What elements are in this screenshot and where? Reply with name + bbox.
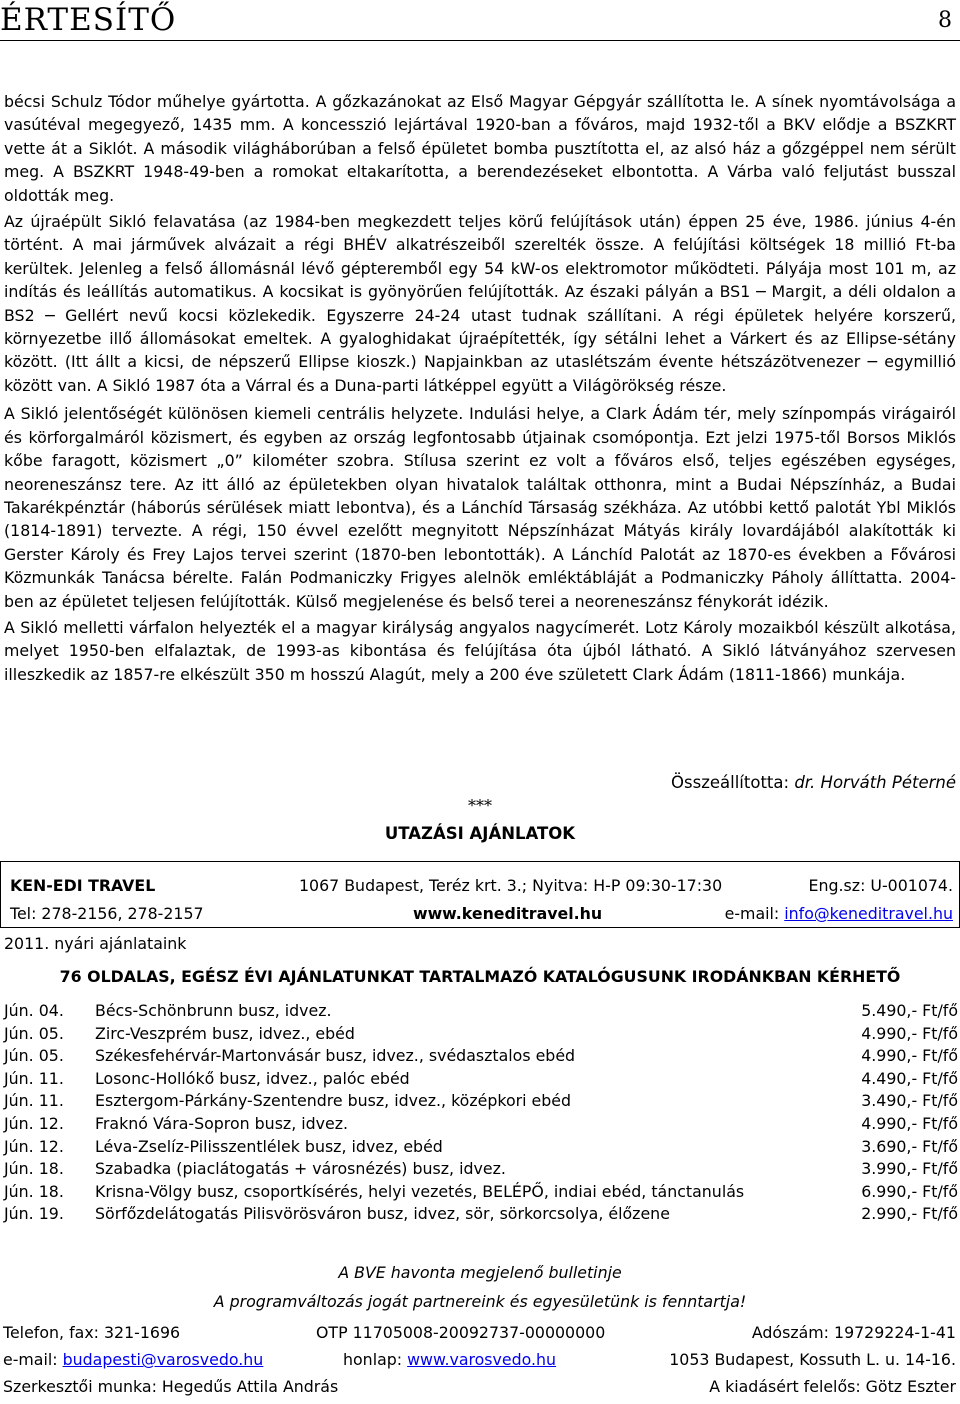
page-header: [0, 0, 960, 41]
trip-price: 3.490,- Ft/fő: [861, 1091, 958, 1111]
page-number: 8: [938, 8, 952, 33]
trip-date: Jún. 11.: [4, 1091, 64, 1111]
trip-row: [4, 1090, 958, 1113]
article-signature: [671, 771, 956, 795]
trip-row: [4, 1158, 958, 1181]
catalog-note: 76 OLDALAS, EGÉSZ ÉVI AJÁNLATUNKAT TARTALMAZÓ KATALÓGUSUNK IRODÁNKBAN KÉRHETŐ: [59, 967, 901, 986]
footer-website: [343, 1348, 556, 1372]
footer-address: 1053 Budapest, Kossuth L. u. 14-16.: [669, 1350, 956, 1369]
trip-row: [4, 1203, 958, 1226]
trip-price: 4.990,- Ft/fő: [861, 1023, 958, 1043]
footer-tax-number: Adószám: 19729224-1-41: [751, 1323, 956, 1342]
trip-row: [4, 1068, 958, 1091]
footer-email-label: e-mail:: [3, 1350, 63, 1369]
trip-price: 2.990,- Ft/fő: [861, 1204, 958, 1224]
agency-email-label: e-mail:: [724, 904, 785, 923]
trip-description: Zirc-Veszprém busz, idvez., ebéd: [95, 1023, 355, 1043]
newsletter-title: ÉRTESÍTŐ: [0, 2, 177, 38]
trip-date: Jún. 11.: [4, 1068, 64, 1088]
trip-description: Fraknó Vára-Sopron busz, idvez.: [95, 1113, 349, 1133]
footer-bank-account: OTP 11705008-20092737-00000000: [316, 1323, 606, 1342]
footer-website-link[interactable]: www.varosvedo.hu: [407, 1350, 557, 1369]
offers-intro: 2011. nyári ajánlataink: [4, 934, 187, 953]
article-paragraph: Az újraépült Sikló felavatása (az 1984-ben megkezdett teljes körű felújítások után) éppen 25 éve, 1986. június 4-én történt. A mai járművek alvázait a régi BHÉV alkatrészeiből szerelték össze. A felújítási költségek 18 millió Ft-ba kerültek. Jelenleg a felső állomásnál lévő gépteremből egy 54 kW-os elektromotor működteti. Pályája most 101 m, az indítás és leállítás automatikus. A kocsikat is gyönyörűen felújították. Az északi pályán a BS1 ─ Margit, a déli oldalon a BS2 ─ Gellért nevű kocsi közlekedik. Egyszerre 24-24 utast tudnak szállítani. A régi épületek helyére korszerű, környezetbe illő állomásokat emeltek. A gyaloghidakat újraépítették, így sétálni lehet a Várkert és az Ellipse-sétány között. (Itt állt a kicsi, de népszerű Ellipse kioszk.) Napjainkban az utaslétszám évente hétszázötvenezer ─ egymillió között van. A Sikló 1987 óta a Várral és a Duna-parti látképpel együtt a Világörökség része.: [4, 212, 956, 395]
agency-name: KEN-EDI TRAVEL: [10, 876, 156, 895]
article-paragraph: bécsi Schulz Tódor műhelye gyártotta. A gőzkazánokat az Első Magyar Gépgyár szállította le. A sínek nyomtávolsága a vasútéval megegyező, 1435 mm. A koncesszió lejártával 1920-ban a főváros, majd 1932-től a BKV elődje a BSZKRT vette át a Siklót. A második világháborúban a felső épületet bomba pusztította el, az alsó ház a gőzgéppel nem sérült meg. A BSZKRT 1948-49-ben a romokat eltakarította, a berendezéseket elbontotta. A Várba való feljutást busszal oldották meg.: [4, 92, 956, 205]
agency-website: www.keneditravel.hu: [413, 904, 603, 923]
footer-phone: Telefon, fax: 321-1696: [3, 1323, 181, 1342]
agency-address: 1067 Budapest, Teréz krt. 3.; Nyitva: H-P 09:30-17:30: [299, 876, 723, 895]
trip-date: Jún. 04.: [4, 1001, 64, 1020]
trip-description: Bécs-Schönbrunn busz, idvez.: [95, 1001, 332, 1020]
trip-description: Léva-Zselíz-Pilisszentlélek busz, idvez, ebéd: [95, 1136, 443, 1156]
rights-note: A programváltozás jogát partnereink és egyesületünk is fenntartja!: [213, 1292, 747, 1311]
trip-date: Jún. 18.: [4, 1181, 64, 1201]
trip-description: Krisna-Völgy busz, csoportkísérés, helyi vezetés, BELÉPŐ, indiai ebéd, tánctanulás: [95, 1181, 745, 1201]
article-body: [4, 90, 956, 686]
footer-publisher: A kiadásért felelős: Götz Eszter: [709, 1377, 956, 1396]
trip-date: Jún. 05.: [4, 1046, 64, 1066]
trip-price: 4.990,- Ft/fő: [861, 1046, 958, 1066]
trip-price: 3.990,- Ft/fő: [861, 1159, 958, 1179]
trip-description: Esztergom-Párkány-Szentendre busz, idvez., középkori ebéd: [95, 1091, 572, 1111]
section-separator: ***: [468, 796, 492, 815]
trip-price: 3.690,- Ft/fő: [861, 1136, 958, 1156]
footer-website-label: honlap:: [343, 1350, 408, 1369]
trip-description: Losonc-Hollókő busz, idvez., palóc ebéd: [95, 1068, 410, 1088]
article-paragraph: A Sikló jelentőségét különösen kiemeli centrális helyzete. Indulási helye, a Clark Ádám tér, mely színpompás virágairól és körforgalmáról közismert, és egyben az ország legfontosabb útjainak csomópontja. Ezt jelzi 1975-től Borsos Miklós kőbe faragott, közismert „0” kilométer szobra. Stílusa szerint ez volt a főváros első, teljes egészében egységes, neoreneszánsz tere. Az itt álló az épületekben olyan hivatalok találtak otthonra, mint a Budai Népszínház, a Budai Takarékpénztár (háborús sérülések miatt lebontva), és a Lánchíd Társaság székháza. Az utóbbi kettő palotát Ybl Miklós (1814-1891) tervezte. A régi, 150 évvel ezelőtt megnyitott Népszínházat Mátyás király lovardájából alakították ki Gerster Károly és Frey Lajos tervei szerint (1870-ben lebontották). A Lánchíd Palotát az 1870-es években a Fővárosi Közmunkák Tanácsa bérelte. Falán Podmaniczky Frigyes alelnök emléktábláját a Podmaniczky Páholy állíttatta. 2004-ben az épületet teljesen felújították. Külső megjelenése és belső terei a neoreneszánsz fénykorát idézik.: [4, 404, 956, 611]
section-title: UTAZÁSI AJÁNLATOK: [384, 824, 576, 843]
trip-list: [4, 1000, 958, 1226]
agency-registration: Eng.sz: U-001074.: [808, 876, 953, 895]
agency-phone: Tel: 278-2156, 278-2157: [10, 904, 204, 923]
trip-date: Jún. 12.: [4, 1136, 64, 1156]
trip-price: 6.990,- Ft/fő: [861, 1181, 958, 1201]
trip-description: Sörfőzdelátogatás Pilisvörösváron busz, idvez, sör, sörkorcsolya, élőzene: [95, 1204, 670, 1224]
signature-prefix: Összeállította:: [671, 773, 795, 792]
trip-price: 5.490,- Ft/fő: [861, 1001, 958, 1020]
agency-email: [725, 902, 953, 926]
trip-date: Jún. 05.: [4, 1023, 64, 1043]
trip-price: 4.990,- Ft/fő: [861, 1113, 958, 1133]
travel-agency-box: [0, 861, 960, 928]
trip-row: [4, 1023, 958, 1046]
bulletin-note: A BVE havonta megjelenő bulletinje: [338, 1263, 622, 1282]
author-name: dr. Horváth Péterné: [794, 773, 956, 792]
footer-email-link[interactable]: budapesti@varosvedo.hu: [62, 1350, 264, 1369]
agency-email-link[interactable]: info@keneditravel.hu: [784, 904, 953, 923]
trip-description: Szabadka (piaclátogatás + városnézés) busz, idvez.: [95, 1159, 506, 1179]
trip-row: [4, 1136, 958, 1159]
trip-row: [4, 1113, 958, 1136]
trip-row: [4, 1045, 958, 1068]
trip-date: Jún. 19.: [4, 1204, 64, 1224]
trip-date: Jún. 18.: [4, 1159, 64, 1179]
trip-row: [4, 1000, 958, 1023]
trip-date: Jún. 12.: [4, 1113, 64, 1133]
trip-row: [4, 1181, 958, 1204]
trip-description: Székesfehérvár-Martonvásár busz, idvez., svédasztalos ebéd: [95, 1046, 576, 1066]
footer-email: [3, 1348, 263, 1372]
trip-price: 4.490,- Ft/fő: [861, 1068, 958, 1088]
footer-editor: Szerkesztői munka: Hegedűs Attila András: [3, 1377, 339, 1396]
article-paragraph: A Sikló melletti várfalon helyezték el a magyar királyság angyalos nagycímerét. Lotz Károly mozaikból készült alkotása, melyet 1950-ben elfalaztak, de 1993-as kibontása és felújítása óta újból látható. A Sikló látványához szervesen illeszkedik az 1857-re elkészült 350 m hosszú Alagút, mely a 200 éve született Clark Ádám (1811-1866) munkája.: [4, 617, 956, 684]
